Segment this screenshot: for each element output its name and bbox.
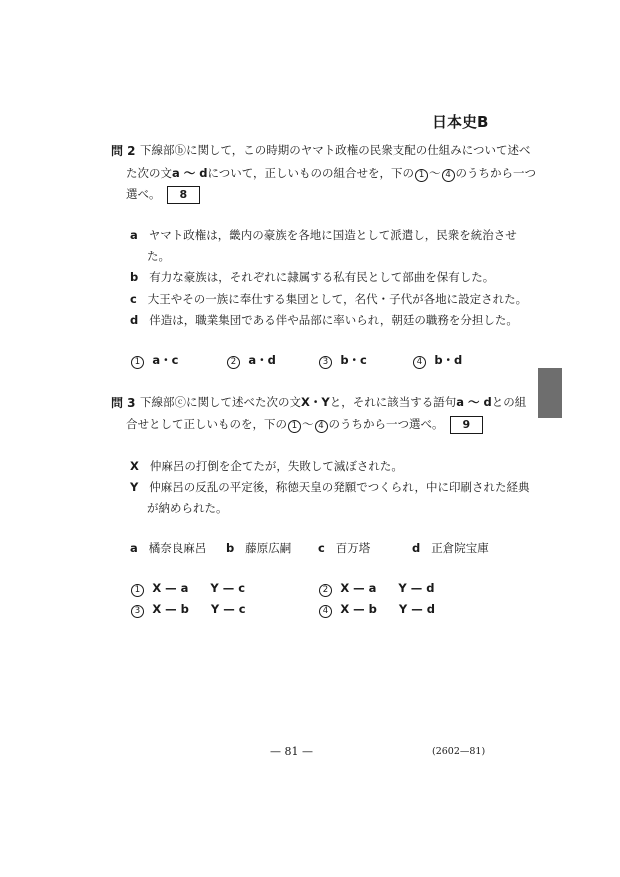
q3-letters-ad: a ～ d <box>456 395 492 409</box>
q2-statement-d <box>130 312 518 328</box>
term-letter: c <box>318 541 325 555</box>
q3-letters-xy: X・Y <box>301 395 330 409</box>
answer-box-9[interactable]: 9 <box>450 416 484 434</box>
q2-text: 選べ。 <box>126 187 161 201</box>
term-text: 百万塔 <box>335 541 371 555</box>
choice-text: a・d <box>248 353 276 367</box>
term-letter: d <box>412 541 421 555</box>
q2-choice-3[interactable] <box>318 352 367 369</box>
q3-prompt-line1 <box>140 394 526 410</box>
q3-text: との組 <box>491 395 527 409</box>
q2-text: に関して，この時期のヤマト政権の民衆支配の仕組みについて述べ <box>186 143 531 157</box>
q3-underline-marker: ⓒ <box>174 395 186 409</box>
statement-letter: c <box>130 292 137 306</box>
q3-number: 問 3 <box>111 396 136 410</box>
statement-text: 有力な豪族は，それぞれに隷属する私有民として部曲を保有した。 <box>149 270 495 284</box>
circle-2-icon: 2 <box>227 356 240 369</box>
statement-letter: Y <box>130 480 139 494</box>
q2-underline-marker: ⓑ <box>174 143 186 157</box>
q3-term-d <box>412 540 489 556</box>
q3-term-b <box>226 540 291 556</box>
q3-choice-4[interactable] <box>318 602 435 618</box>
q3-text: 下線部 <box>140 395 175 409</box>
statement-letter: X <box>130 459 139 473</box>
q3-term-a <box>130 540 206 556</box>
circle-1-icon: 1 <box>131 584 144 597</box>
q3-statement-y <box>130 479 529 495</box>
statement-text: 大王やその一族に奉仕する集団として，名代・子代が各地に設定された。 <box>147 292 528 306</box>
circle-4-icon: 4 <box>442 169 455 182</box>
q3-choice-3[interactable] <box>130 602 246 618</box>
q3-text: 合せとして正しいものを，下の <box>126 417 287 431</box>
q2-range-sep: ～ <box>429 166 441 180</box>
q3-statement-y-cont: が納められた。 <box>147 501 228 515</box>
q2-text: のうちから一つ <box>455 166 537 180</box>
q2-text: について，正しいものの組合せを，下の <box>207 166 415 180</box>
q2-prompt-line1 <box>140 142 531 158</box>
q3-text: に関して述べた次の文 <box>186 395 301 409</box>
choice-text: a・c <box>152 353 179 367</box>
q2-number: 問 2 <box>111 144 136 158</box>
term-letter: a <box>130 541 138 555</box>
circle-1-icon: 1 <box>131 356 144 369</box>
subject-header: 日本史B <box>432 113 489 131</box>
statement-text: 伴造は，職業集団である伴や品部に率いられ，朝廷の職務を分担した。 <box>149 313 518 327</box>
section-tab-marker <box>538 368 562 418</box>
choice-text: b・c <box>340 353 367 367</box>
circle-3-icon: 3 <box>319 356 332 369</box>
q2-choice-4[interactable] <box>412 352 462 369</box>
choice-x: X — b <box>340 602 377 616</box>
circle-1-icon: 1 <box>288 420 301 433</box>
term-text: 正倉院宝庫 <box>431 541 489 555</box>
statement-letter: b <box>130 270 139 284</box>
q2-prompt-line3 <box>126 186 200 204</box>
circle-4-icon: 4 <box>319 605 332 618</box>
statement-text: 仲麻呂の打倒を企てたが，失敗して滅ぼされた。 <box>149 459 403 473</box>
choice-x: X — a <box>152 581 189 595</box>
choice-x: X — b <box>152 602 189 616</box>
circle-2-icon: 2 <box>319 584 332 597</box>
q2-choice-1[interactable] <box>130 352 178 369</box>
circle-4-icon: 4 <box>315 420 328 433</box>
q3-choice-2[interactable] <box>318 581 434 597</box>
choice-y: Y — d <box>398 581 435 595</box>
choice-y: Y — c <box>210 581 246 595</box>
q2-letters: a ～ d <box>172 166 208 180</box>
q2-statement-b <box>130 269 494 285</box>
statement-letter: d <box>130 313 139 327</box>
q2-statement-a <box>130 227 517 243</box>
q3-choice-1[interactable] <box>130 581 245 597</box>
circle-3-icon: 3 <box>131 605 144 618</box>
q2-statement-c <box>130 291 527 307</box>
q3-prompt-line2 <box>126 416 483 434</box>
statement-text: 仲麻呂の反乱の平定後，称徳天皇の発願でつくられ，中に印刷された経典 <box>149 480 530 494</box>
q3-statement-x <box>130 458 403 474</box>
circle-4-icon: 4 <box>413 356 426 369</box>
circle-1-icon: 1 <box>415 169 428 182</box>
q2-text: 下線部 <box>140 143 175 157</box>
q2-text: た次の文 <box>126 166 172 180</box>
q3-term-c <box>318 540 370 556</box>
q2-choice-2[interactable] <box>226 352 276 369</box>
q2-statement-a-cont: た。 <box>147 249 170 263</box>
exam-code: (2602—81) <box>432 746 486 757</box>
choice-text: b・d <box>434 353 463 367</box>
term-text: 藤原広嗣 <box>245 541 292 555</box>
page-number: — 81 — <box>270 745 313 758</box>
choice-y: Y — d <box>398 602 435 616</box>
q2-prompt-line2 <box>126 165 536 182</box>
choice-x: X — a <box>340 581 377 595</box>
term-letter: b <box>226 541 235 555</box>
q3-text: と，それに該当する語句 <box>329 395 457 409</box>
statement-letter: a <box>130 228 138 242</box>
statement-text: ヤマト政権は，畿内の豪族を各地に国造として派遣し，民衆を統治させ <box>148 228 517 242</box>
term-text: 橘奈良麻呂 <box>148 541 207 555</box>
choice-y: Y — c <box>210 602 246 616</box>
q3-range-sep: ～ <box>302 417 314 431</box>
q3-text: のうちから一つ選べ。 <box>328 417 444 431</box>
answer-box-8[interactable]: 8 <box>167 186 201 204</box>
